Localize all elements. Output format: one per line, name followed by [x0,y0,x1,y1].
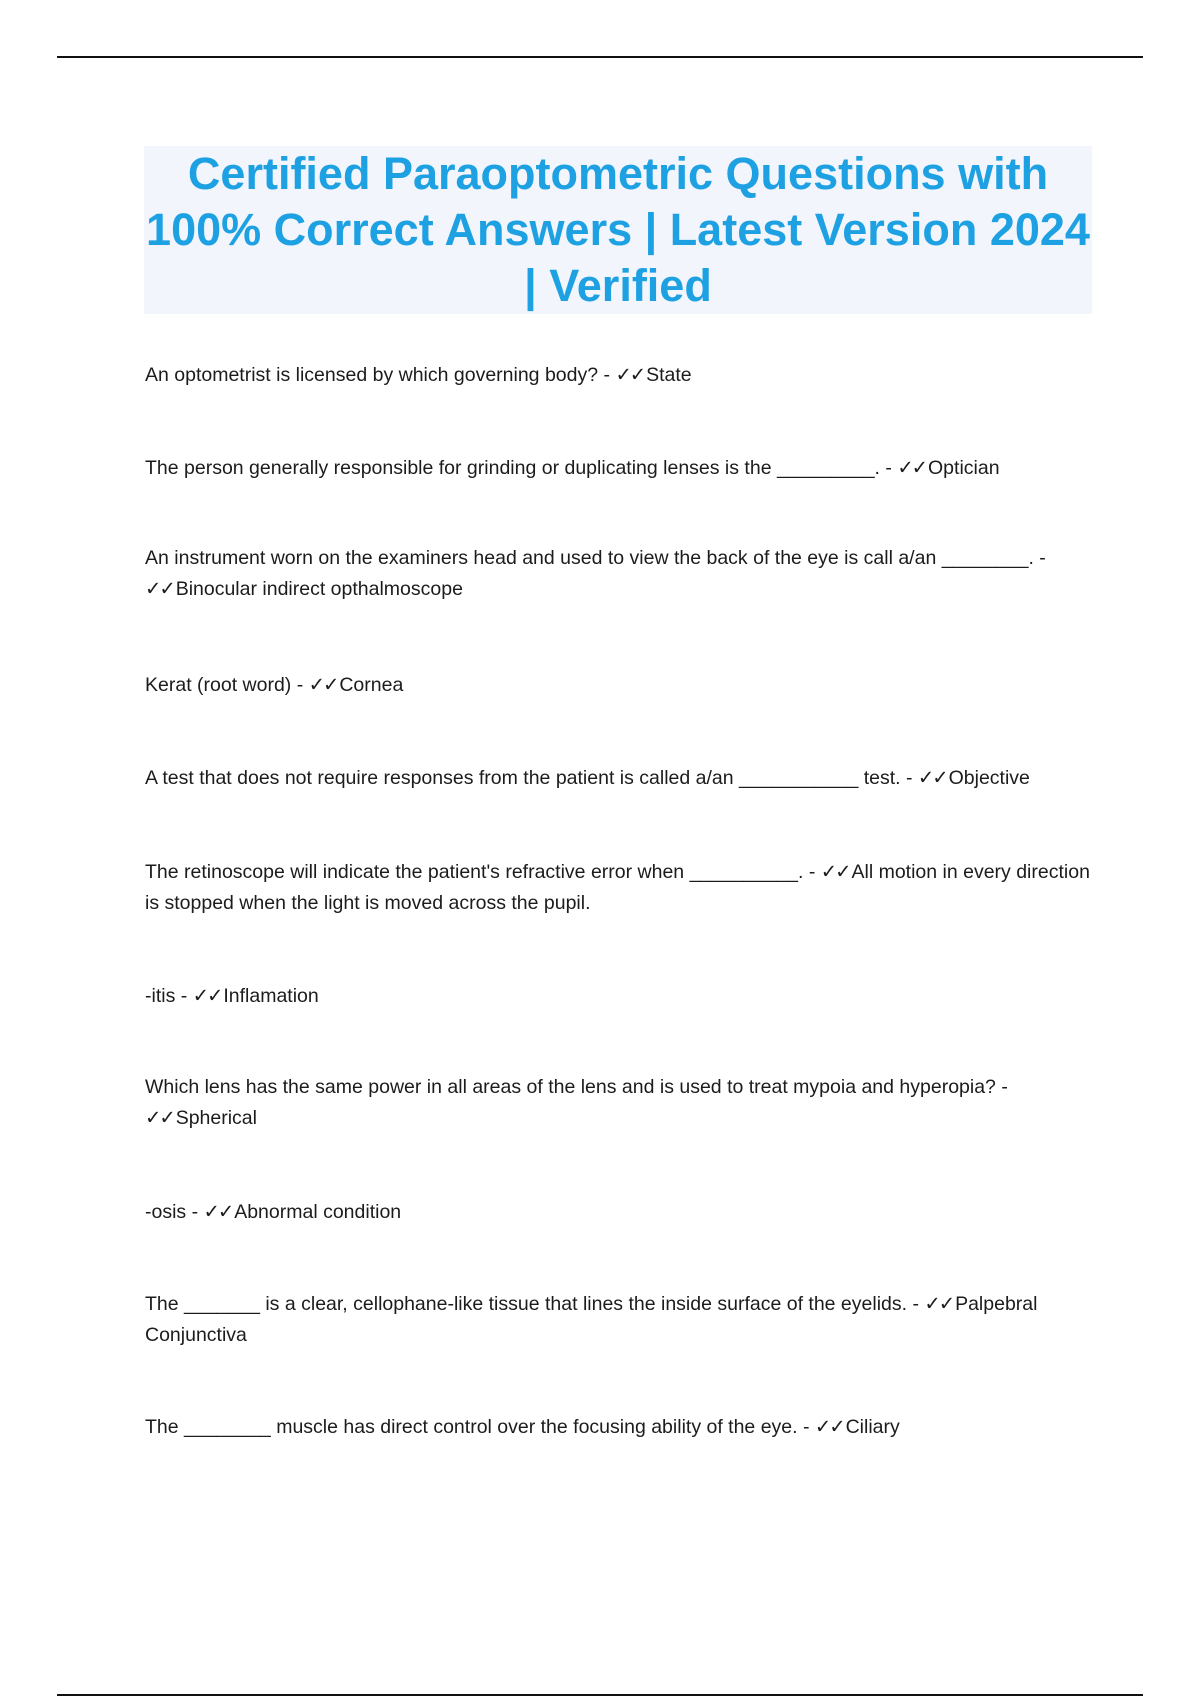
separator: - [995,1076,1008,1098]
question-text: The _______ is a clear, cellophane-like tissue that lines the inside surface of the eyelids. [145,1293,908,1315]
answer-text: State [646,364,692,386]
separator: - [907,1293,925,1315]
top-rule [57,56,1143,58]
double-check-icon: ✓✓ [814,1416,844,1438]
qa-item [145,360,1090,391]
answer-text: Ciliary [845,1416,900,1438]
answer-text: Abnormal condition [234,1201,402,1223]
separator: - [186,1201,204,1223]
qa-item [145,763,1090,794]
question-text: -osis [145,1201,187,1223]
separator: - [803,861,821,883]
qa-item [145,543,1090,605]
answer-text: Palpebral Conjunctiva [145,1293,1038,1346]
double-check-icon: ✓✓ [917,767,947,789]
qa-item [145,453,1090,484]
answer-text: Spherical [175,1107,257,1129]
double-check-icon: ✓✓ [192,985,222,1007]
qa-item [145,1289,1090,1351]
question-text: The person generally responsible for grinding or duplicating lenses is the _________. [145,457,880,479]
answer-text: Cornea [339,674,404,696]
qa-item [145,1412,1090,1443]
answer-text: Optician [928,457,1000,479]
question-text: Kerat (root word) [145,674,292,696]
separator: - [175,985,193,1007]
question-text: -itis [145,985,176,1007]
document-title: Certified Paraoptometric Questions with 100% Correct Answers | Latest Version 2024 | Verified [146,148,1090,311]
question-text: The retinoscope will indicate the patient's refractive error when __________. [145,861,804,883]
question-text: Which lens has the same power in all areas of the lens and is used to treat mypoia and hyperopia? [145,1076,996,1098]
question-text: An instrument worn on the examiners head and used to view the back of the eye is call a/an ________. [145,547,1034,569]
double-check-icon: ✓✓ [924,1293,954,1315]
qa-item [145,1072,1090,1134]
qa-item [145,1197,1090,1228]
title-banner [144,146,1092,314]
answer-text: All motion in every direction is stopped when the light is moved across the pupil. [145,861,1090,914]
question-text: The ________ muscle has direct control over the focusing ability of the eye. [145,1416,798,1438]
bottom-rule [57,1694,1143,1696]
question-text: A test that does not require responses from the patient is called a/an ___________ test. [145,767,901,789]
double-check-icon: ✓✓ [615,364,645,386]
separator: - [879,457,898,479]
separator: - [598,364,616,386]
double-check-icon: ✓✓ [897,457,927,479]
answer-text: Objective [948,767,1030,789]
double-check-icon: ✓✓ [820,861,850,883]
separator: - [291,674,309,696]
separator: - [900,767,918,789]
answer-text: Inflamation [223,985,319,1007]
qa-item [145,981,1090,1012]
question-text: An optometrist is licensed by which governing body? [145,364,599,386]
separator: - [1033,547,1046,569]
double-check-icon: ✓✓ [145,578,174,600]
separator: - [797,1416,815,1438]
double-check-icon: ✓✓ [145,1107,174,1129]
qa-item [145,857,1090,919]
double-check-icon: ✓✓ [203,1201,233,1223]
answer-text: Binocular indirect opthalmoscope [175,578,463,600]
qa-item [145,670,1090,701]
double-check-icon: ✓✓ [308,674,338,696]
